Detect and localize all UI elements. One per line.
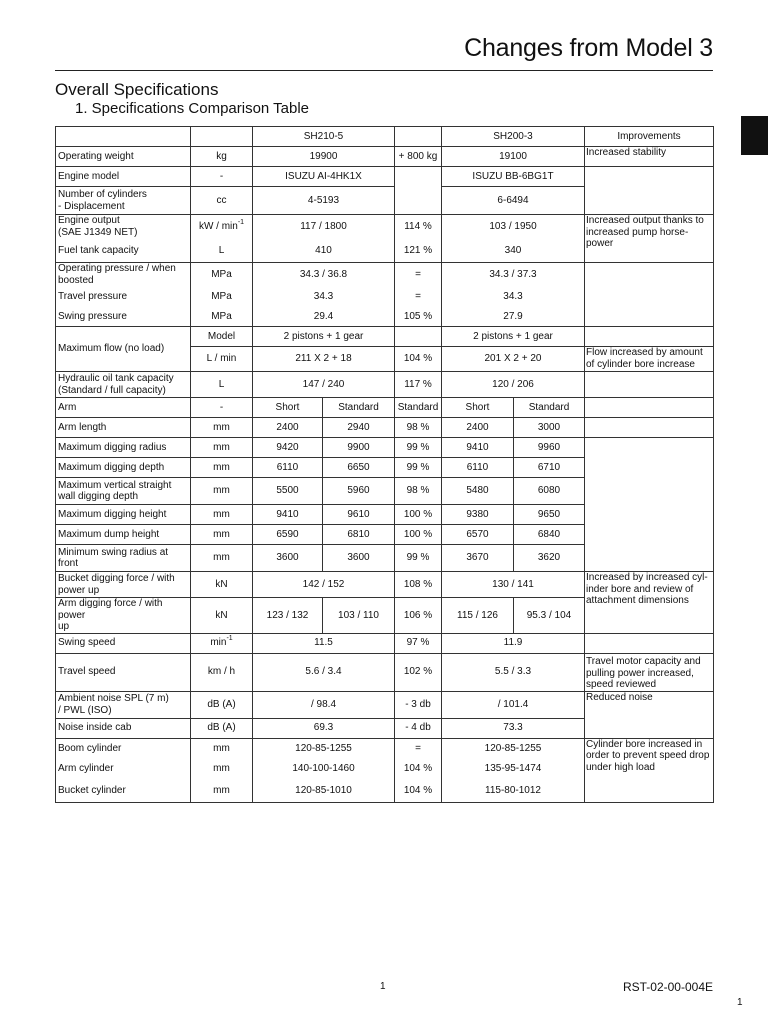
old-value: 34.3 / 37.3 [442, 263, 585, 287]
row-unit: MPa [191, 263, 253, 287]
table-row [56, 167, 714, 187]
new-short-value: 3600 [253, 545, 323, 572]
header-improvements: Improvements [585, 127, 714, 147]
old-value: 103 / 1950 [442, 215, 585, 239]
row-label-line: Number of cylinders [58, 189, 147, 200]
compare-value: - 3 db [395, 691, 442, 718]
old-standard-value: 6840 [514, 525, 585, 545]
compare-value: - 4 db [395, 718, 442, 738]
compare-value: 104 % [395, 758, 442, 780]
new-value: 120-85-1255 [253, 738, 395, 758]
compare-value: = [395, 287, 442, 307]
new-value: 147 / 240 [253, 372, 395, 398]
row-unit: mm [191, 478, 253, 505]
old-short-value: 9380 [442, 505, 514, 525]
row-label-line: up [58, 621, 70, 632]
old-value: 340 [442, 239, 585, 263]
old-value: 19100 [442, 147, 585, 167]
row-label [56, 372, 191, 398]
table-row [56, 738, 714, 758]
table-row [56, 215, 714, 239]
improvement-note: Increased output thanks to increased pump horse-power [585, 215, 714, 263]
footer-corner-number: 1 [737, 997, 743, 1008]
row-label: Travel pressure [56, 287, 191, 307]
new-value: 211 X 2 + 18 [253, 347, 395, 372]
compare-value: = [395, 738, 442, 758]
new-value: 19900 [253, 147, 395, 167]
row-unit: kN [191, 598, 253, 634]
new-short-value: 9420 [253, 438, 323, 458]
page-header-title: Changes from Model 3 [464, 34, 713, 62]
compare-value: 98 % [395, 478, 442, 505]
section-tab-marker [741, 116, 768, 155]
row-label: Boom cylinder [56, 738, 191, 758]
compare-value: 108 % [395, 572, 442, 598]
row-label [56, 598, 191, 634]
compare-value: 100 % [395, 505, 442, 525]
row-unit: cc [191, 187, 253, 215]
new-standard-value: 3600 [323, 545, 395, 572]
table-row [56, 263, 714, 287]
row-label-line: Maximum vertical straight [58, 479, 172, 491]
improvement-note: Cylinder bore increased in order to prevent speed drop under high load [585, 738, 714, 802]
new-short-value: 2400 [253, 418, 323, 438]
improvement-note: Increased stability [585, 147, 714, 167]
new-standard-value: 103 / 110 [323, 598, 395, 634]
row-unit: mm [191, 545, 253, 572]
row-label: Arm [56, 398, 191, 418]
compare-value: 99 % [395, 458, 442, 478]
new-standard-value: 6650 [323, 458, 395, 478]
new-standard-value: 2940 [323, 418, 395, 438]
row-unit: mm [191, 438, 253, 458]
row-unit: mm [191, 525, 253, 545]
new-short-value: 5500 [253, 478, 323, 505]
compare-value: 106 % [395, 598, 442, 634]
row-unit: mm [191, 458, 253, 478]
old-value: ISUZU BB-6BG1T [442, 167, 585, 187]
row-label [56, 215, 191, 239]
new-standard-value: 5960 [323, 478, 395, 505]
improvement-note: Reduced noise [585, 691, 714, 738]
compare-value: Standard [395, 398, 442, 418]
new-short-value: Short [253, 398, 323, 418]
compare-value: = [395, 263, 442, 287]
unit-base: min [210, 637, 227, 649]
row-unit: Model [191, 327, 253, 347]
row-label-line: Operating pressure / when [58, 263, 176, 275]
table-header-row [56, 127, 714, 147]
new-value: 4-5193 [253, 187, 395, 215]
row-unit: km / h [191, 653, 253, 691]
row-label-line: - Displacement [58, 200, 125, 212]
new-value: 120-85-1010 [253, 780, 395, 802]
row-label: Maximum digging height [56, 505, 191, 525]
new-value: 142 / 152 [253, 572, 395, 598]
row-unit: MPa [191, 307, 253, 327]
row-label: Travel speed [56, 653, 191, 691]
old-standard-value: Standard [514, 398, 585, 418]
compare-value: 97 % [395, 633, 442, 653]
row-unit: dB (A) [191, 718, 253, 738]
improvement-note [585, 167, 714, 215]
improvement-note [585, 633, 714, 653]
old-value: 6-6494 [442, 187, 585, 215]
old-value: 135-95-1474 [442, 758, 585, 780]
new-standard-value: 9610 [323, 505, 395, 525]
old-short-value: 6110 [442, 458, 514, 478]
row-unit: mm [191, 758, 253, 780]
row-label [56, 545, 191, 572]
header-old-model: SH200-3 [442, 127, 585, 147]
new-value: 29.4 [253, 307, 395, 327]
row-unit [191, 215, 253, 239]
new-value: 2 pistons + 1 gear [253, 327, 395, 347]
new-short-value: 6110 [253, 458, 323, 478]
row-unit: mm [191, 780, 253, 802]
old-value: 201 X 2 + 20 [442, 347, 585, 372]
old-standard-value: 9650 [514, 505, 585, 525]
new-standard-value: Standard [323, 398, 395, 418]
row-unit: - [191, 167, 253, 187]
old-short-value: Short [442, 398, 514, 418]
improvement-note: Flow increased by amount of cylinder bore increase [585, 347, 714, 372]
compare-value: 105 % [395, 307, 442, 327]
compare-value: 114 % [395, 215, 442, 239]
row-label: Arm cylinder [56, 758, 191, 780]
old-value: 2 pistons + 1 gear [442, 327, 585, 347]
row-unit: kN [191, 572, 253, 598]
row-label-line: (Standard / full capacity) [58, 384, 166, 396]
new-value: 69.3 [253, 718, 395, 738]
old-standard-value: 9960 [514, 438, 585, 458]
improvement-note: Increased by increased cyl-inder bore and review of attachment dimensions [585, 572, 714, 634]
old-value: / 101.4 [442, 691, 585, 718]
old-standard-value: 6080 [514, 478, 585, 505]
new-value: 34.3 [253, 287, 395, 307]
header-rule [55, 70, 713, 71]
row-unit: mm [191, 738, 253, 758]
compare-value: 117 % [395, 372, 442, 398]
compare-value: 104 % [395, 780, 442, 802]
row-unit: L [191, 372, 253, 398]
header-new-model: SH210-5 [253, 127, 395, 147]
row-label-line: (SAE J1349 NET) [58, 226, 138, 238]
row-label-line: Engine output [58, 215, 120, 227]
improvement-note [585, 398, 714, 418]
improvement-note [585, 372, 714, 398]
header-item-cell [56, 127, 191, 147]
row-label: Swing speed [56, 633, 191, 653]
spec-comparison-table [55, 126, 714, 803]
row-label [56, 572, 191, 598]
old-value: 120-85-1255 [442, 738, 585, 758]
row-unit: MPa [191, 287, 253, 307]
row-label-line: Arm digging force / with power [58, 598, 163, 621]
row-label: Engine model [56, 167, 191, 187]
row-label: Maximum digging radius [56, 438, 191, 458]
compare-value [395, 327, 442, 347]
section-subtitle: 1. Specifications Comparison Table [75, 100, 310, 117]
compare-value: 98 % [395, 418, 442, 438]
new-value: 140-100-1460 [253, 758, 395, 780]
old-value: 120 / 206 [442, 372, 585, 398]
compare-value: 121 % [395, 239, 442, 263]
old-short-value: 9410 [442, 438, 514, 458]
row-label: Noise inside cab [56, 718, 191, 738]
new-standard-value: 9900 [323, 438, 395, 458]
row-label-line: boosted [58, 274, 94, 286]
new-value: 410 [253, 239, 395, 263]
footer-document-code: RST-02-00-004E [622, 980, 713, 994]
row-label-line: Bucket digging force / with [58, 573, 175, 584]
old-short-value: 3670 [442, 545, 514, 572]
row-label-line: front [58, 558, 79, 569]
table-row [56, 327, 714, 347]
table-row [56, 147, 714, 167]
compare-value: 99 % [395, 545, 442, 572]
compare-value: 100 % [395, 525, 442, 545]
row-unit: dB (A) [191, 691, 253, 718]
row-label: Maximum dump height [56, 525, 191, 545]
new-short-value: 123 / 132 [253, 598, 323, 634]
compare-value: 102 % [395, 653, 442, 691]
row-label: Arm length [56, 418, 191, 438]
row-label: Fuel tank capacity [56, 239, 191, 263]
new-short-value: 6590 [253, 525, 323, 545]
row-unit: L / min [191, 347, 253, 372]
row-unit: - [191, 398, 253, 418]
row-label-line: wall digging depth [58, 491, 139, 502]
old-value: 130 / 141 [442, 572, 585, 598]
row-label-line: Minimum swing radius at [58, 546, 169, 558]
row-unit: mm [191, 418, 253, 438]
old-value: 73.3 [442, 718, 585, 738]
new-value: 11.5 [253, 633, 395, 653]
old-standard-value: 3000 [514, 418, 585, 438]
unit-base: kW / min [198, 221, 238, 232]
row-label-line: power up [58, 584, 100, 596]
table-row [56, 398, 714, 418]
compare-value [395, 167, 442, 215]
row-label: Maximum digging depth [56, 458, 191, 478]
row-label [56, 263, 191, 287]
row-label: Maximum flow (no load) [56, 327, 191, 372]
header-unit-cell [191, 127, 253, 147]
row-unit: L [191, 239, 253, 263]
row-label-line: Hydraulic oil tank capacity [58, 373, 174, 384]
new-value: 117 / 1800 [253, 215, 395, 239]
row-label [56, 478, 191, 505]
old-value: 34.3 [442, 287, 585, 307]
new-standard-value: 6810 [323, 525, 395, 545]
table-row [56, 572, 714, 598]
old-standard-value: 6710 [514, 458, 585, 478]
table-row [56, 653, 714, 691]
unit-superscript: -1 [237, 218, 245, 226]
old-short-value: 5480 [442, 478, 514, 505]
improvement-note: Travel motor capacity and pulling power increased, speed reviewed [585, 653, 714, 691]
old-standard-value: 95.3 / 104 [514, 598, 585, 634]
row-unit: mm [191, 505, 253, 525]
row-label-line: Ambient noise SPL (7 m) [58, 693, 169, 704]
new-value: 34.3 / 36.8 [253, 263, 395, 287]
unit-superscript: -1 [226, 634, 233, 642]
new-value: ISUZU AI-4HK1X [253, 167, 395, 187]
old-short-value: 6570 [442, 525, 514, 545]
old-value: 115-80-1012 [442, 780, 585, 802]
table-row [56, 418, 714, 438]
table-row [56, 691, 714, 718]
row-label-line: / PWL (ISO) [58, 704, 112, 716]
improvement-note [585, 263, 714, 327]
table-row [56, 438, 714, 458]
old-value: 5.5 / 3.3 [442, 653, 585, 691]
compare-value: 104 % [395, 347, 442, 372]
compare-value: + 800 kg [395, 147, 442, 167]
table-row [56, 372, 714, 398]
new-short-value: 9410 [253, 505, 323, 525]
row-unit [191, 633, 253, 653]
new-value: 5.6 / 3.4 [253, 653, 395, 691]
section-title: Overall Specifications [55, 80, 219, 99]
old-value: 27.9 [442, 307, 585, 327]
old-standard-value: 3620 [514, 545, 585, 572]
old-value: 11.9 [442, 633, 585, 653]
row-label: Bucket cylinder [56, 780, 191, 802]
improvement-note [585, 418, 714, 438]
table-row [56, 633, 714, 653]
old-short-value: 115 / 126 [442, 598, 514, 634]
header-compare-cell [395, 127, 442, 147]
improvement-note [585, 327, 714, 347]
row-label: Operating weight [56, 147, 191, 167]
improvement-note [585, 438, 714, 572]
old-short-value: 2400 [442, 418, 514, 438]
compare-value: 99 % [395, 438, 442, 458]
new-value: / 98.4 [253, 691, 395, 718]
row-label [56, 691, 191, 718]
row-label: Swing pressure [56, 307, 191, 327]
row-label [56, 187, 191, 215]
footer-page-number: 1 [380, 981, 386, 992]
row-unit: kg [191, 147, 253, 167]
